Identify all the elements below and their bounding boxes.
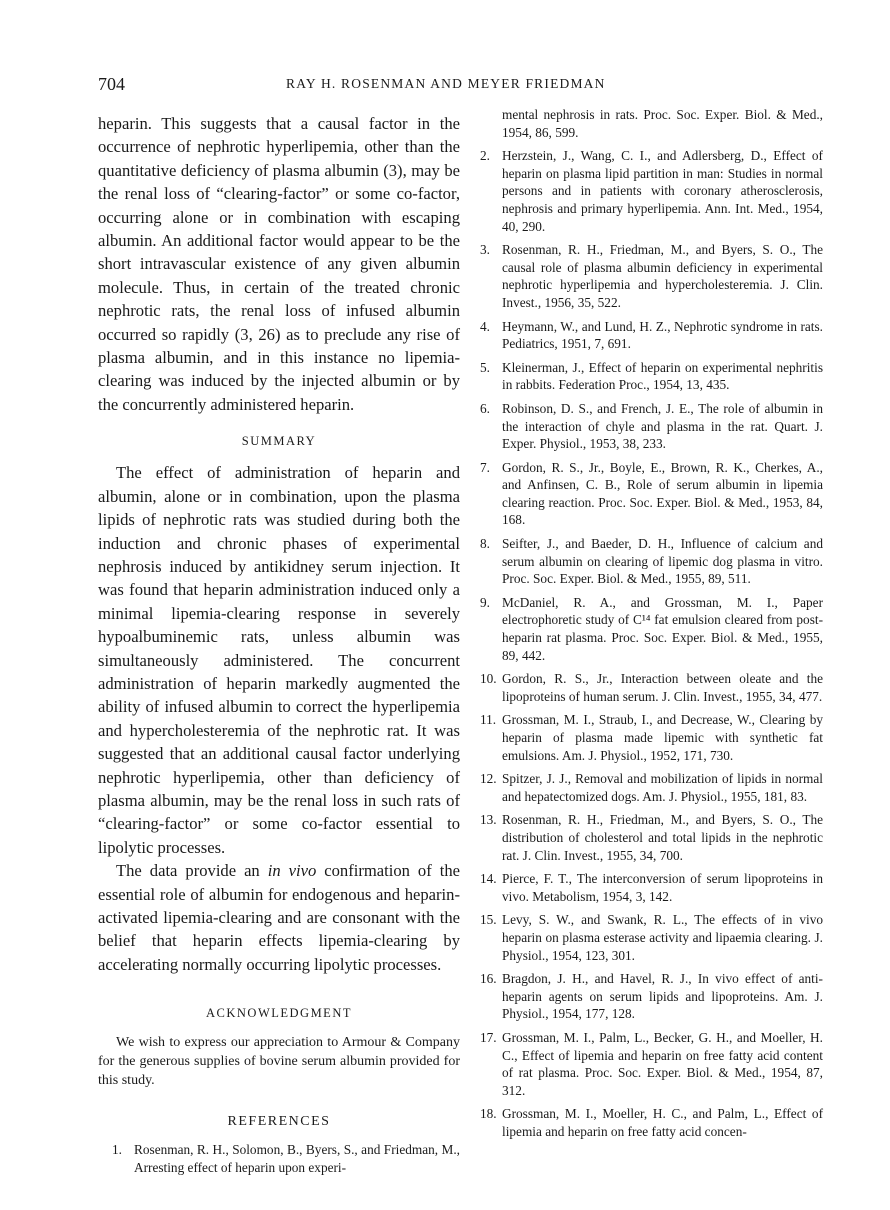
reference-number: 1. [112, 1142, 122, 1158]
reference-number: 6. [480, 400, 490, 416]
reference-number: 4. [480, 318, 490, 334]
reference-text: Grossman, M. I., Palm, L., Becker, G. H., and Moeller, H. C., Effect of lipemia and heparin on free fatty acid content of rat plasma. Proc. Soc. Exper. Biol. & Med., 1954, 87, 312. [502, 1029, 823, 1098]
reference-item [480, 147, 823, 235]
reference-item [480, 1029, 823, 1099]
running-head: RAY H. ROSENMAN AND MEYER FRIEDMAN [286, 76, 606, 91]
acknowledgment-heading: ACKNOWLEDGMENT [206, 1006, 352, 1021]
summary-p2-italic: in vivo [267, 861, 317, 881]
reference-item [480, 811, 823, 864]
reference-number: 3. [480, 242, 490, 258]
reference-text: Robinson, D. S., and French, J. E., The role of albumin in the interaction of chyle and plasma in the rat. Quart. J. Exper. Physiol., 1953, 38, 233. [502, 400, 823, 452]
summary-heading: SUMMARY [241, 434, 317, 449]
reference-text: Gordon, R. S., Jr., Interaction between oleate and the lipoproteins of human serum. J. Clin. Invest., 1955, 34, 477. [502, 671, 823, 704]
reference-text: Spitzer, J. J., Removal and mobilization of lipids in normal and hepatectomized dogs. Am. J. Physiol., 1955, 181, 83. [502, 771, 823, 804]
reference-item [480, 911, 823, 964]
reference-item [480, 1105, 823, 1140]
reference-text: Grossman, M. I., Straub, I., and Decrease, W., Clearing by heparin of plasma made lipemic with synthetic fat emulsions. Am. J. Physiol., 1952, 171, 730. [502, 712, 823, 763]
reference-text: Bragdon, J. H., and Havel, R. J., In vivo effect of anti-heparin agents on serum lipids and lipoproteins. Am. J. Physiol., 1954, 177, 128. [502, 971, 823, 1022]
reference-item [480, 594, 823, 664]
reference-number: 16. [480, 971, 497, 987]
reference-number: 17. [480, 1029, 497, 1045]
reference-text: Kleinerman, J., Effect of heparin on experimental nephritis in rabbits. Federation Proc., 1954, 13, 435. [502, 359, 823, 393]
reference-item [480, 970, 823, 1023]
references-column [480, 100, 823, 1140]
reference-number: 18. [480, 1106, 497, 1122]
reference-item [480, 241, 823, 311]
reference-text: Seifter, J., and Baeder, D. H., Influence of calcium and serum albumin on clearing of lipemic dog plasma in vitro. Proc. Soc. Exper. Biol. & Med., 1955, 89, 511. [502, 536, 823, 587]
reference-text: Gordon, R. S., Jr., Boyle, E., Brown, R. K., Cherkes, A., and Anfinsen, C. B., Role of serum albumin in lipemia clearing reaction. Proc. Soc. Exper. Biol. & Med., 1953, 84, 168. [502, 459, 823, 528]
reference-item [480, 870, 823, 905]
reference-item [480, 459, 823, 529]
reference-text: Pierce, F. T., The interconversion of serum lipoproteins in vivo. Metabolism, 1954, 3, 142. [502, 871, 823, 904]
acknowledgment-text: We wish to express our appreciation to Armour & Company for the generous supplies of bovine serum albumin provided for this study. [98, 1035, 460, 1089]
summary-paragraph-2 [98, 859, 460, 976]
summary-paragraph-1: The effect of administration of heparin and albumin, alone or in combination, upon the plasma lipids of nephrotic rats was studied during both the induction and chronic phases of experimental nephrosis induced by antikidney serum injection. It was found that heparin administration induced only a minimal lipemia-clearing response in severely hypoalbuminemic rats, unless albumin was simultaneously administered. The concurrent administration of heparin markedly augmented the ability of infused albumin to correct the hyperlipemia and hypercholesteremia of the nephrotic rat. It was suggested that an additional causal factor underlying nephrotic hyperlipemia, other than deficiency of plasma albumin, may be the renal loss in such rats of “clearing-factor” or some co-factor essential to lipolytic processes. [98, 463, 460, 857]
reference-number: 11. [480, 712, 497, 728]
summary-p2-text-a: The data provide an [116, 861, 268, 881]
reference-item [480, 400, 823, 453]
reference-item [480, 670, 823, 705]
page-number: 704 [98, 74, 125, 94]
references-heading: REFERENCES [227, 1114, 331, 1130]
reference-number: 14. [480, 871, 497, 887]
reference-text: Rosenman, R. H., Friedman, M., and Byers, S. O., The causal role of plasma albumin deficiency in experimental nephrotic hyperlipemia and hypercholesteremia. J. Clin. Invest., 1956, 35, 522. [502, 242, 823, 310]
reference-text: Grossman, M. I., Moeller, H. C., and Palm, L., Effect of lipemia and heparin on free fatty acid concen- [502, 1106, 823, 1139]
reference-text: Herzstein, J., Wang, C. I., and Adlersberg, D., Effect of heparin on plasma lipid partition in man: Studies in normal persons and in patients with coronary atherosclerosis, nephrosis and primary hyperlipemia. Ann. Int. Med., 1954, 40, 290. [502, 148, 823, 234]
intro-paragraph: heparin. This suggests that a causal factor in the occurrence of nephrotic hyperlipemia, other than the quantitative deficiency of plasma albumin (3), may be the renal loss of “clearing-factor” or some co-factor, occurring alone or in combination with escaping albumin. An additional factor would appear to be the short intravascular existence of any given albumin molecule. Thus, in certain of the treated chronic nephrotic rats, the renal loss of infused albumin occurred so rapidly (3, 26) as to preclude any rise of plasma albumin, and in this instance no lipemia-clearing was induced by the injected albumin or by the concurrently administered heparin. [98, 114, 460, 414]
reference-item [480, 359, 823, 394]
reference-number: 5. [480, 359, 490, 375]
reference-number: 9. [480, 594, 490, 610]
reference-item [480, 535, 823, 588]
reference-text: Rosenman, R. H., Solomon, B., Byers, S., and Friedman, M., Arresting effect of heparin upon experi- [134, 1142, 460, 1175]
reference-1 [98, 1141, 460, 1176]
reference-text: mental nephrosis in rats. Proc. Soc. Exper. Biol. & Med., 1954, 86, 599. [502, 107, 823, 140]
reference-number: 12. [480, 771, 497, 787]
reference-number: 7. [480, 459, 490, 475]
summary-p2-text-b: confirmation of the essential role of albumin for endogenous and heparin-activated lipemia-clearing and are consonant with the belief that heparin effects lipemia-clearing by accelerating normally occurring lipolytic processes. [98, 861, 460, 974]
page-header [98, 74, 818, 98]
left-column [98, 112, 460, 1176]
reference-number: 13. [480, 812, 497, 828]
reference-text: McDaniel, R. A., and Grossman, M. I., Paper electrophoretic study of C¹⁴ fat emulsion cleared from post-heparin rat plasma. Proc. Soc. Exper. Biol. & Med., 1955, 89, 442. [502, 594, 823, 663]
reference-item [480, 711, 823, 764]
reference-number: 15. [480, 912, 497, 928]
reference-text: Levy, S. W., and Swank, R. L., The effects of in vivo heparin on plasma esterase activity and lipaemia clearing. J. Physiol., 1954, 123, 301. [502, 912, 823, 963]
reference-number: 2. [480, 148, 490, 164]
reference-number: 10. [480, 671, 497, 687]
reference-text: Heymann, W., and Lund, H. Z., Nephrotic syndrome in rats. Pediatrics, 1951, 7, 691. [502, 318, 823, 352]
reference-item [480, 106, 823, 141]
reference-text: Rosenman, R. H., Friedman, M., and Byers, S. O., The distribution of cholesterol and total lipids in the nephrotic rat. J. Clin. Invest., 1955, 34, 700. [502, 812, 823, 863]
reference-number: 8. [480, 536, 490, 552]
reference-item [480, 770, 823, 805]
reference-item [480, 318, 823, 353]
